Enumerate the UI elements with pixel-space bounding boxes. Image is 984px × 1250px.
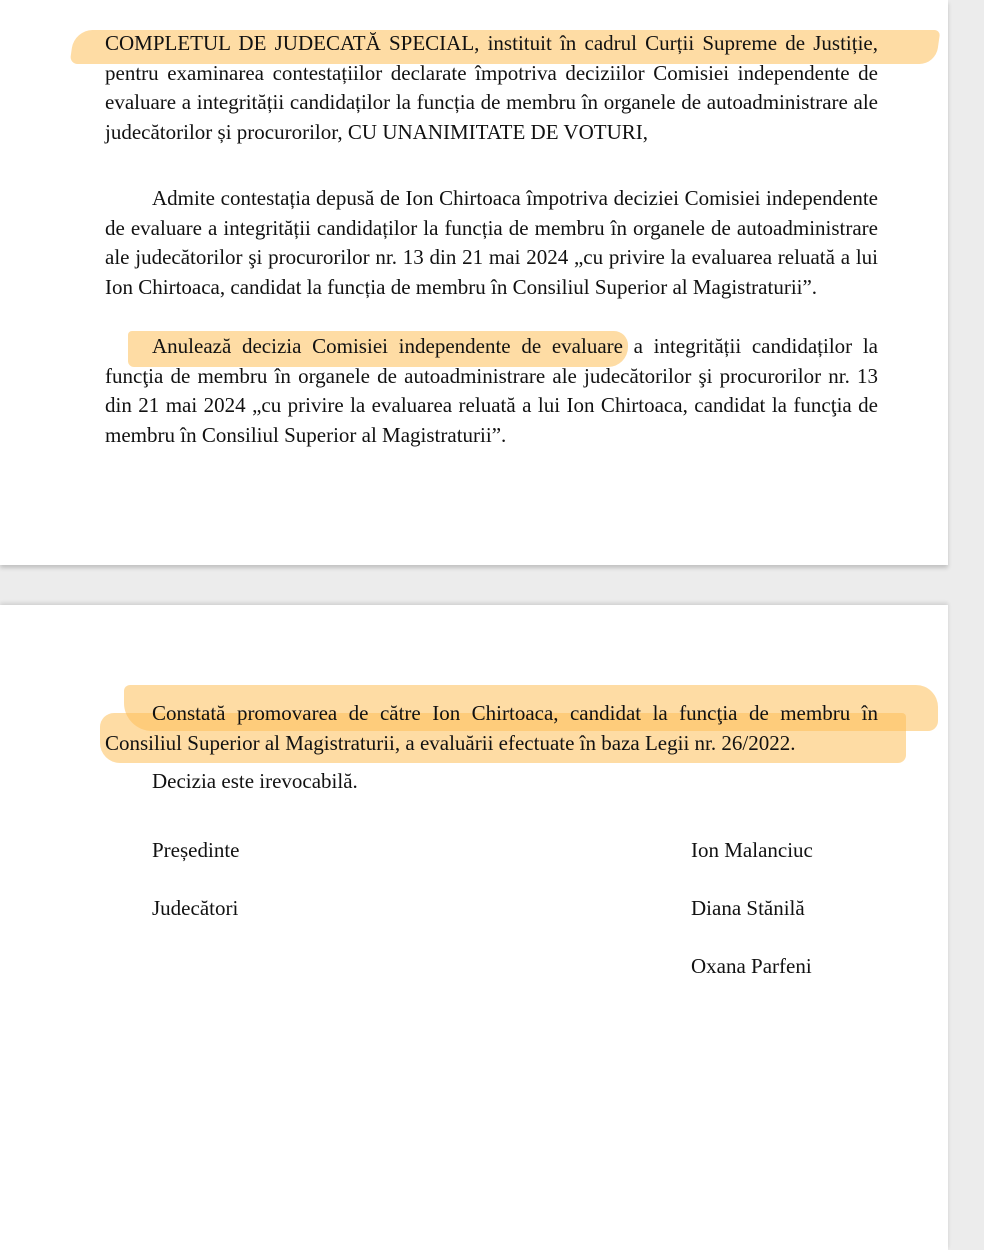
irrevocable-paragraph [105,767,878,797]
viewer-scrollbar-area[interactable] [948,0,984,1250]
admit-appeal-text: Admite contestația depusă de Ion Chirtoaca împotriva deciziei Comisiei independente de evaluare a integrității candidaților la funcția de membru în organele de autoadministrare ale judecătorilor şi procurorilor nr. 13 din 21 mai 2024 „cu privire la evaluarea reluată a lui Ion Chirtoaca, candidat la funcția de membru în Consiliul Superior al Magistraturii”. [105,186,878,299]
judge-name-1: Diana Stănilă [691,896,805,920]
judge-name-2: Oxana Parfeni [691,954,812,978]
judges-label: Judecători [152,896,239,920]
ruling-intro-paragraph [105,29,878,147]
president-name: Ion Malanciuc [691,838,813,862]
finding-paragraph [105,699,878,758]
irrevocable-text: Decizia este irevocabilă. [152,769,358,793]
admit-appeal-paragraph [105,184,878,302]
annul-decision-text: Anulează decizia Comisiei independente de evaluare a integrității candidaților la funcţia de membru în organele de autoadministrare ale judecătorilor şi procurorilor nr. 13 din 21 mai 2024 „cu privire la evaluarea reluată a lui Ion Chirtoaca, candidat la funcţia de membru în Consiliul Superior al Magistraturii”. [105,334,878,447]
ruling-intro-text: COMPLETUL DE JUDECATĂ SPECIAL, instituit în cadrul Curții Supreme de Justiție, pentru examinarea contestațiilor declarate împotriva deciziilor Comisiei independente de evaluare a integrității candidaților la funcția de membru în organele de autoadministrare ale judecătorilor și procurorilor, CU UNANIMITATE DE VOTURI, [105,31,878,144]
document-page-1 [0,0,948,565]
finding-text: Constată promovarea de către Ion Chirtoaca, candidat la funcţia de membru în Consiliul Superior al Magistraturii, a evaluării efectuate în baza Legii nr. 26/2022. [105,701,878,755]
annul-decision-paragraph [105,332,878,450]
document-page-2 [0,605,948,1250]
president-label: Președinte [152,838,240,862]
